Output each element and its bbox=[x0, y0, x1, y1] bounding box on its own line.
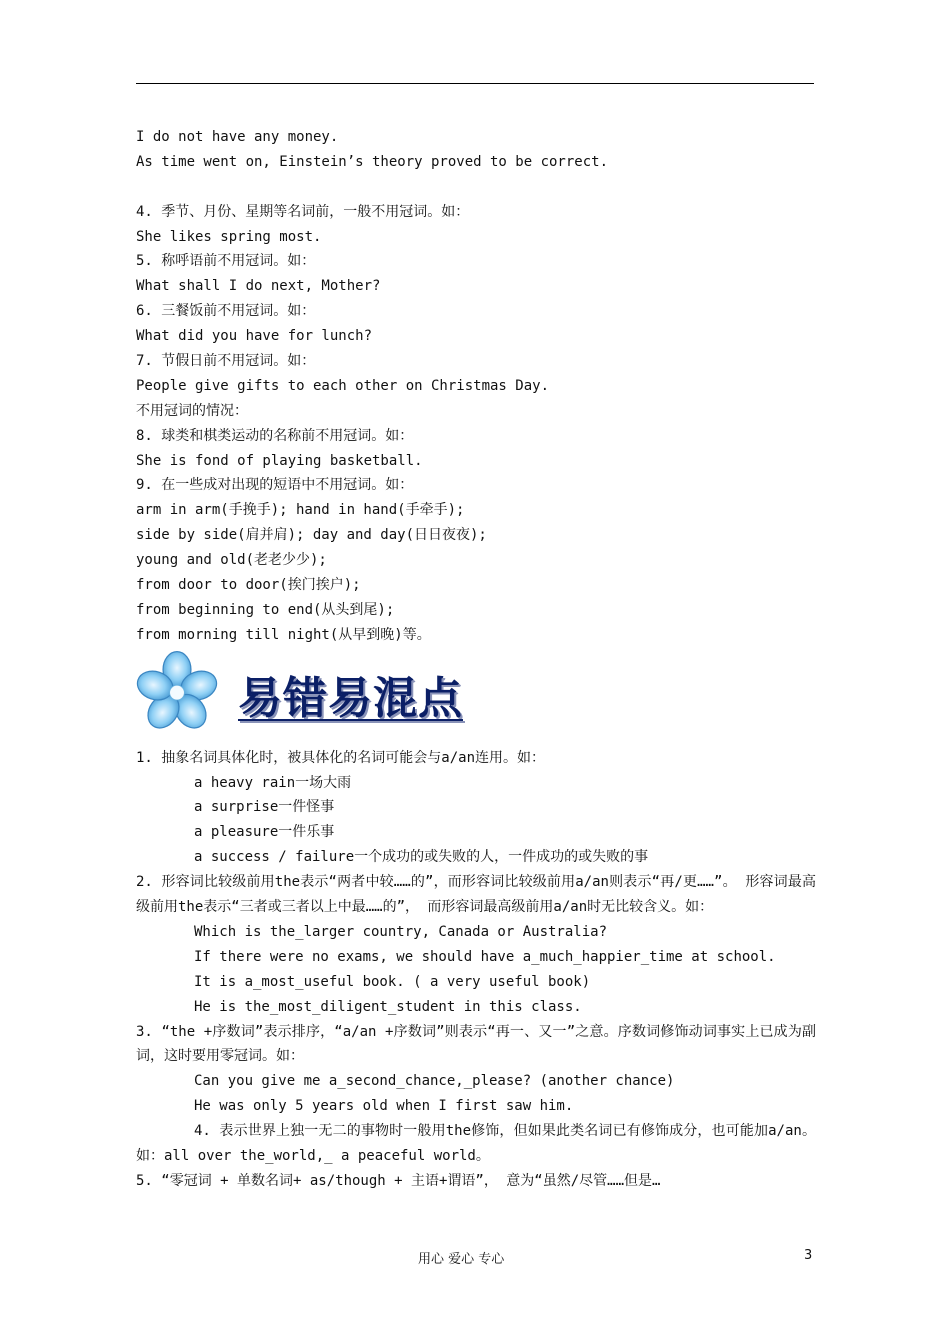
rule-heading-8: 8. 球类和棋类运动的名称前不用冠词。如： bbox=[136, 427, 414, 444]
point-1: 1. 抽象名词具体化时，被具体化的名词可能会与a/an连用。如： bbox=[136, 749, 545, 766]
example-line: Which is the_larger country, Canada or Australia? bbox=[194, 923, 608, 940]
phrase-line: from door to door(挨门挨户); bbox=[136, 577, 361, 594]
page-content bbox=[136, 125, 816, 1194]
example-line: a pleasure一件乐事 bbox=[194, 824, 335, 841]
example-line: a surprise一件怪事 bbox=[194, 799, 335, 816]
example-line: a success / failure一个成功的或失败的人，一件成功的或失败的事 bbox=[194, 849, 649, 866]
section-title: 易错易混点 bbox=[238, 672, 463, 724]
phrase-line: from morning till night(从早到晚)等。 bbox=[136, 626, 431, 643]
example-line: Can you give me a_second_chance,_please? (another chance) bbox=[194, 1073, 675, 1090]
point-5: 5. “零冠词 + 单数名词+ as/though + 主语+谓语”， 意为“虽然/尽管……但是… bbox=[136, 1172, 661, 1189]
footer-text: 用心 爱心 专心 bbox=[418, 1252, 505, 1267]
example-line: People give gifts to each other on Christmas Day. bbox=[136, 377, 550, 394]
rule-heading-7: 7. 节假日前不用冠词。如： bbox=[136, 353, 316, 370]
point-3: 3. “the +序数词”表示排序，“a/an +序数词”则表示“再一、又一”之意。序数词修饰动词事实上已成为副词，这时要用零冠词。如： bbox=[136, 1023, 816, 1065]
example-line: She is fond of playing basketball. bbox=[136, 452, 423, 469]
example-line: He was only 5 years old when I first saw him. bbox=[194, 1098, 574, 1115]
text-line: I do not have any money. bbox=[136, 129, 339, 145]
example-line: It is a_most_useful book. ( a very useful book) bbox=[194, 973, 591, 990]
page-number: 3 bbox=[804, 1248, 813, 1263]
rule-heading-9: 9. 在一些成对出现的短语中不用冠词。如： bbox=[136, 477, 414, 494]
example-line: He is the_most_diligent_student in this class. bbox=[194, 998, 582, 1015]
example-line: What did you have for lunch? bbox=[136, 328, 373, 345]
point-4: 4. 表示世界上独一无二的事物时一般用the修饰，但如果此类名词已有修饰成分，也可能加a/an。如：all over the_world,_ a peaceful world。 bbox=[136, 1123, 816, 1165]
point-2: 2. 形容词比较级前用the表示“两者中较……的”，而形容词比较级前用a/an则表示“再/更……”。 形容词最高级前用the表示“三者或三者以上中最……的”， 而形容词最高级前用a/an时无比较含义。如： bbox=[136, 874, 816, 916]
phrase-line: from beginning to end(从头到尾); bbox=[136, 601, 395, 618]
rule-heading-5: 5. 称呼语前不用冠词。如： bbox=[136, 253, 316, 270]
blank-line bbox=[136, 175, 816, 200]
text-line: As time went on, Einstein’s theory proved to be correct. bbox=[136, 153, 609, 170]
subheading: 不用冠词的情况： bbox=[136, 402, 248, 419]
example-line: If there were no exams, we should have a_much_happier_time at school. bbox=[194, 948, 776, 965]
rule-heading-4: 4. 季节、月份、星期等名词前，一般不用冠词。如： bbox=[136, 203, 470, 220]
flower-icon bbox=[136, 650, 218, 732]
example-line: a heavy rain一场大雨 bbox=[194, 774, 352, 791]
phrase-line: arm in arm(手挽手); hand in hand(手牵手); bbox=[136, 502, 465, 519]
rule-heading-6: 6. 三餐饭前不用冠词。如： bbox=[136, 303, 316, 320]
phrase-line: young and old(老老少少); bbox=[136, 552, 327, 569]
phrase-line: side by side(肩并肩); day and day(日日夜夜); bbox=[136, 527, 487, 544]
example-line: She likes spring most. bbox=[136, 228, 322, 245]
section-banner bbox=[136, 648, 816, 746]
example-line: What shall I do next, Mother? bbox=[136, 278, 381, 295]
header-rule bbox=[136, 83, 814, 84]
